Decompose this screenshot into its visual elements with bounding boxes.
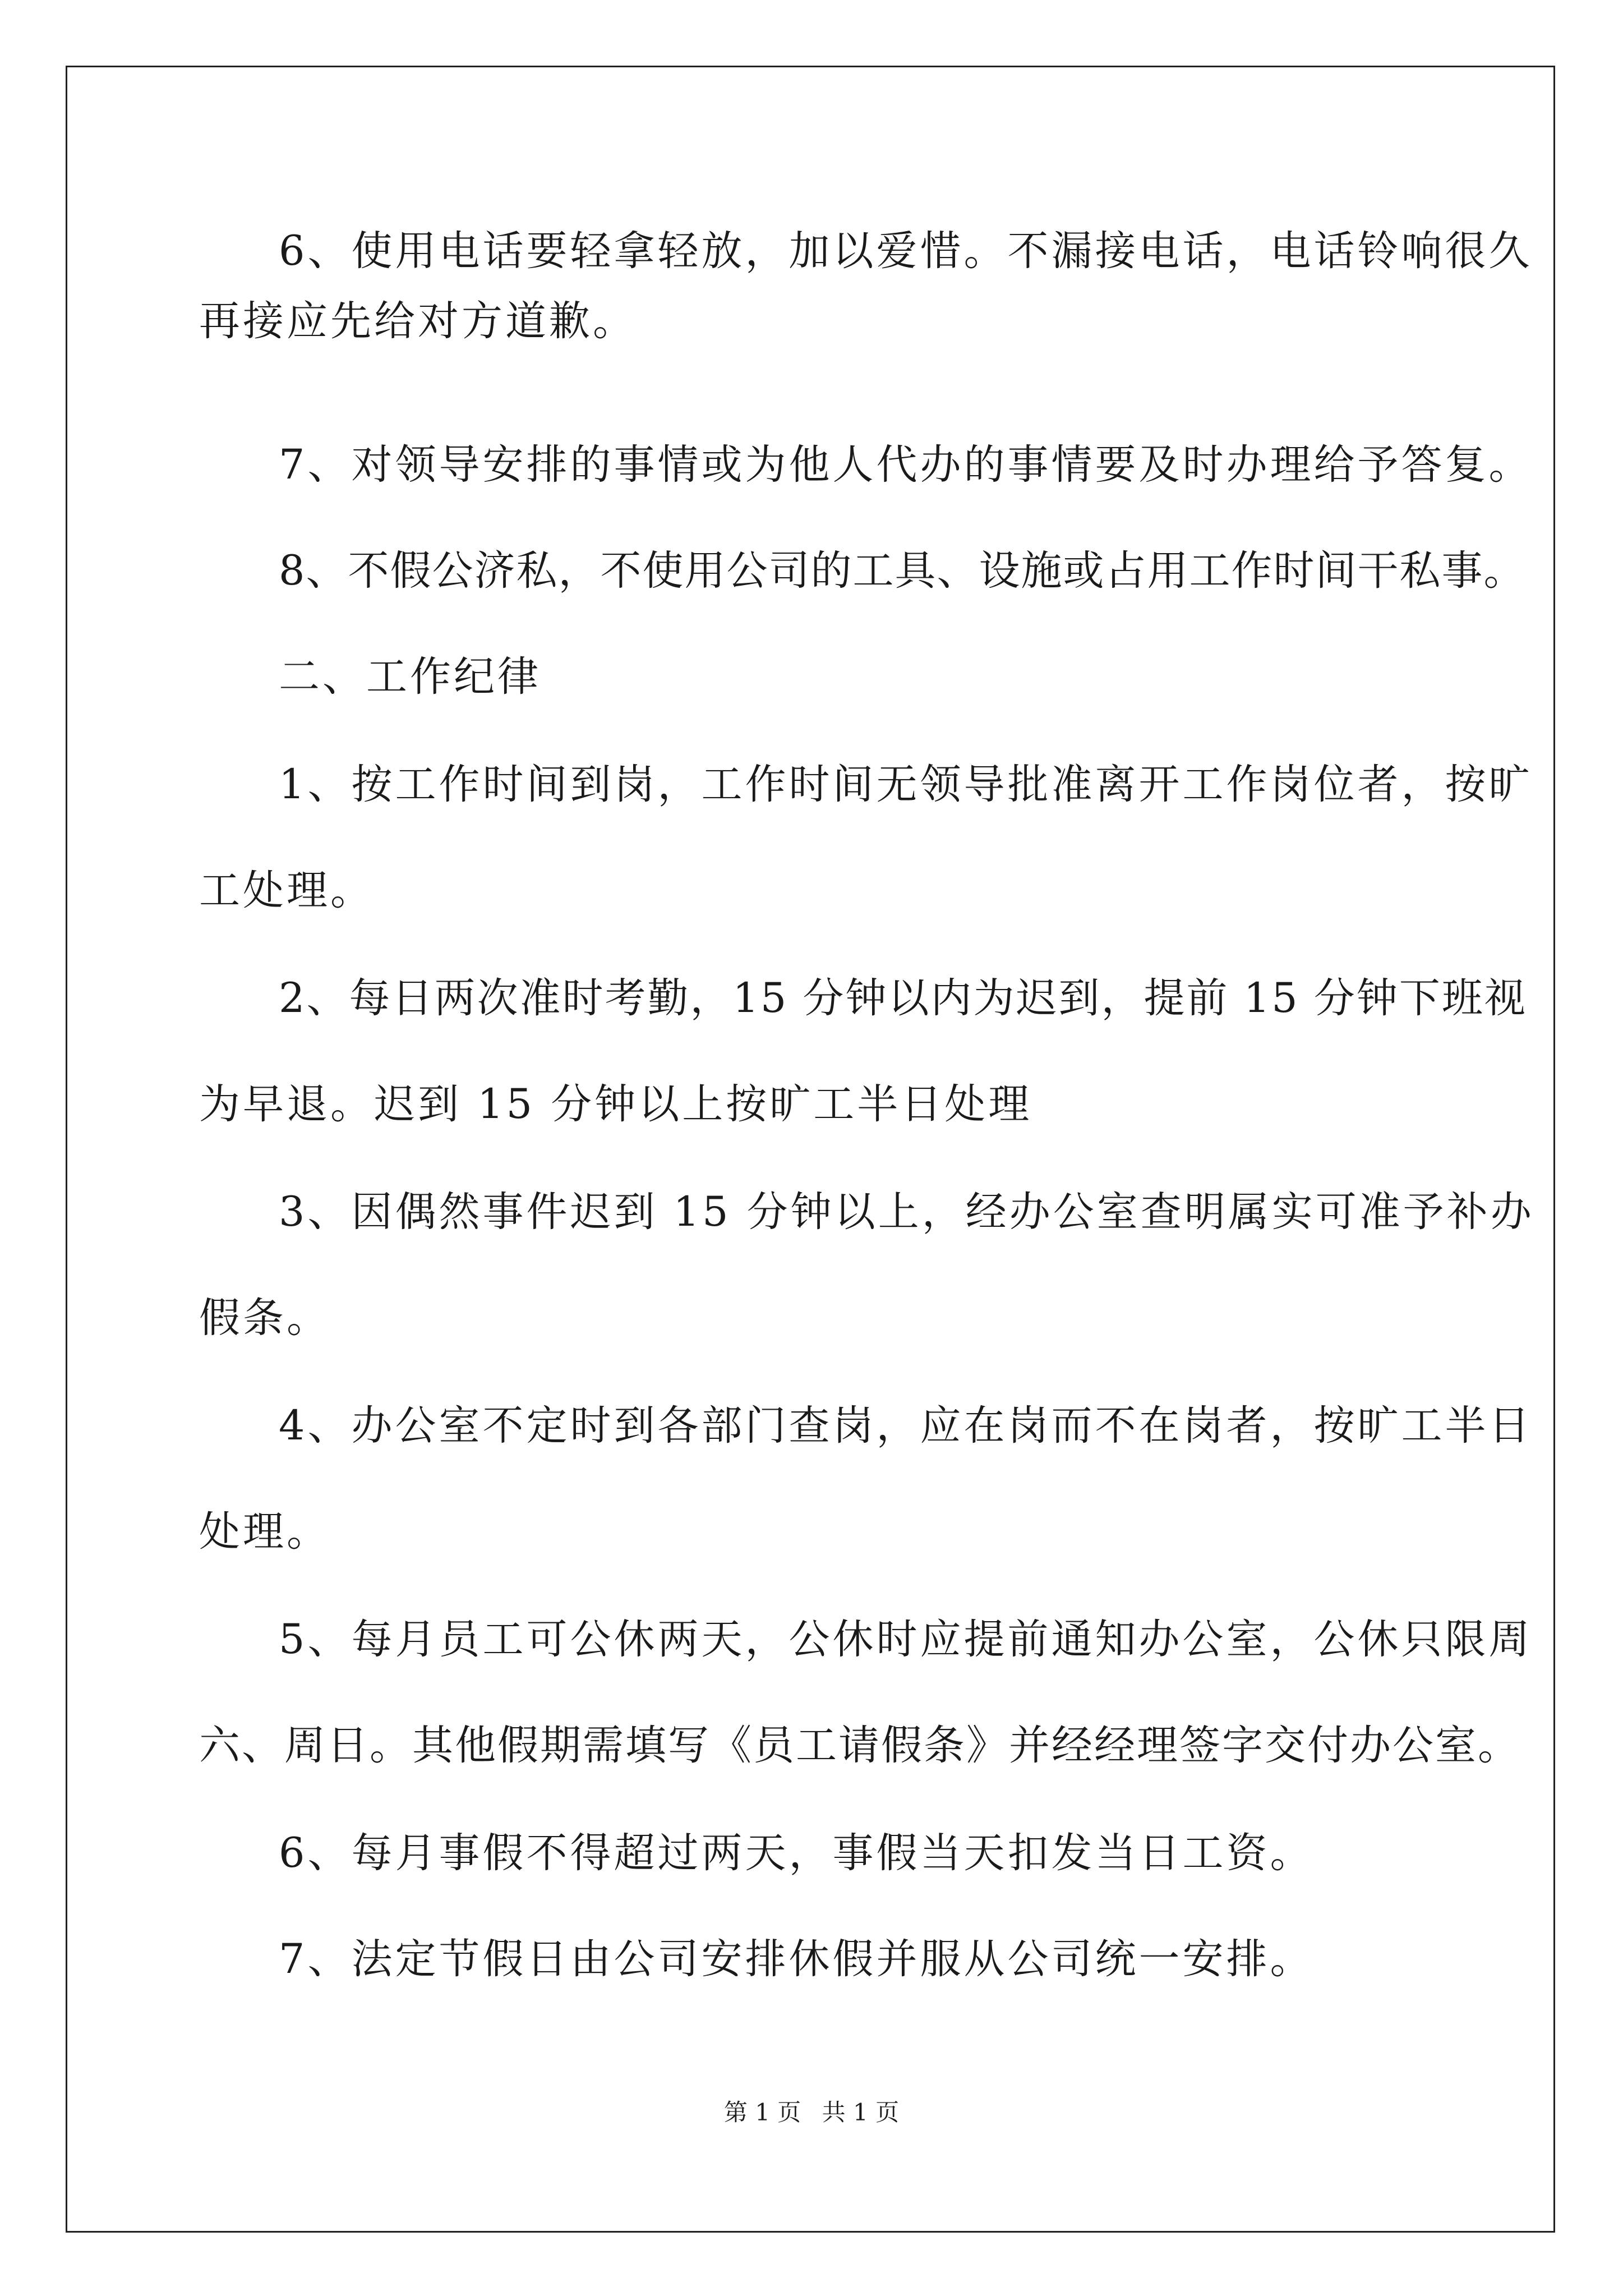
paragraph-line: 7、对领导安排的事情或为他人代办的事情要及时办理给予答复。 [279,441,1533,489]
paragraph-line: 4、办公室不定时到各部门查岗，应在岗而不在岗者，按旷工半日 [279,1402,1533,1450]
paragraph-line: 7、法定节假日由公司安排休假并服从公司统一安排。 [279,1935,1314,1983]
paragraph-line: 工处理。 [199,867,374,914]
paragraph-line: 假条。 [199,1294,330,1342]
page-border [66,66,1555,2233]
page-footer [0,2101,1623,2124]
paragraph-line: 5、每月员工可公休两天，公休时应提前通知办公室，公休只限周 [279,1616,1533,1663]
page-number: 第 1 页 [723,2099,801,2126]
paragraph-line: 3、因偶然事件迟到 15 分钟以上，经办公室查明属实可准予补办 [279,1188,1534,1236]
paragraph-line: 6、每月事假不得超过两天，事假当天扣发当日工资。 [279,1829,1314,1877]
paragraph-line: 六、周日。其他假期需填写《员工请假条》并经经理签字交付办公室。 [199,1722,1520,1769]
paragraph-line: 6、使用电话要轻拿轻放，加以爱惜。不漏接电话，电话铃响很久 [279,227,1533,275]
paragraph-line: 为早退。迟到 15 分钟以上按旷工半日处理 [199,1080,1032,1128]
paragraph-line: 处理。 [199,1508,330,1556]
page-total: 共 1 页 [822,2099,900,2126]
paragraph-line: 再接应先给对方道歉。 [199,297,637,345]
paragraph-line: 8、不假公济私，不使用公司的工具、设施或占用工作时间干私事。 [279,547,1526,595]
paragraph-line: 2、每日两次准时考勤，15 分钟以内为迟到，提前 15 分钟下班视 [279,974,1527,1022]
paragraph-line: 1、按工作时间到岗，工作时间无领导批准离开工作岗位者，按旷 [279,761,1533,808]
section-heading: 二、工作纪律 [279,653,541,701]
